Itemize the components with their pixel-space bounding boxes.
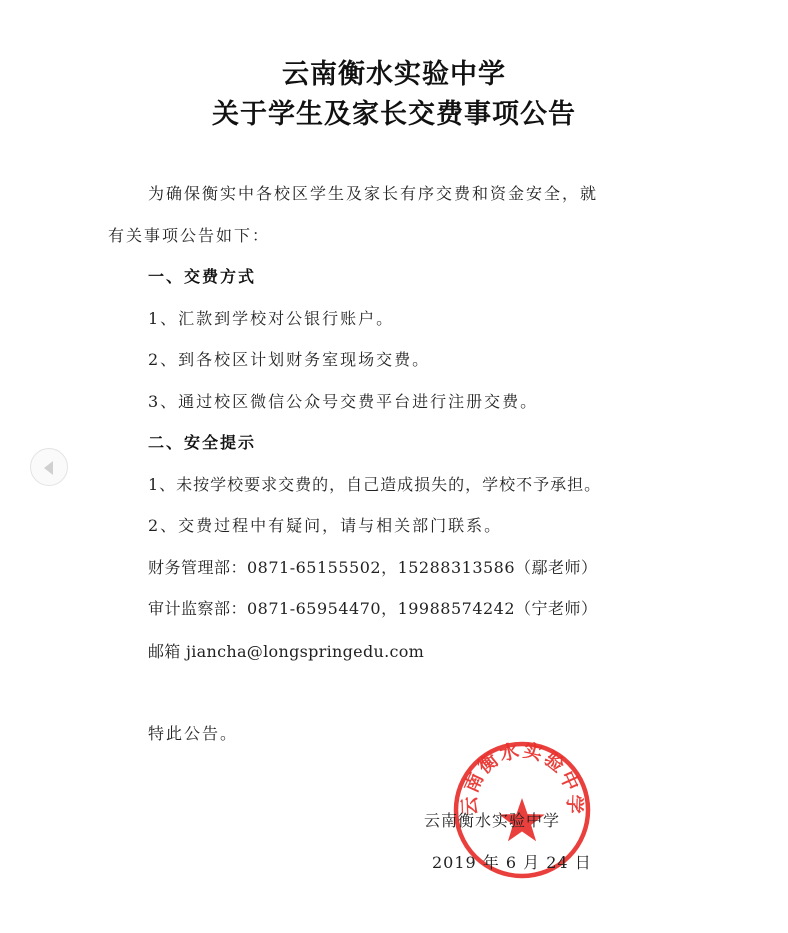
contact-finance: 财务管理部：0871-65155502，15288313586（鄢老师） <box>148 558 598 577</box>
prev-page-button[interactable] <box>30 448 68 486</box>
intro-line-2: 有关事项公告如下： <box>108 226 271 245</box>
payment-item-1: 1、汇款到学校对公银行账户。 <box>148 309 395 328</box>
chevron-left-icon <box>31 449 69 487</box>
intro-line-1: 为确保衡实中各校区学生及家长有序交费和资金安全，就 <box>148 184 599 203</box>
payment-item-3: 3、通过校区微信公众号交费平台进行注册交费。 <box>148 392 539 411</box>
title-line-2: 关于学生及家长交费事项公告 <box>212 99 576 130</box>
contact-email[interactable]: 邮箱 jiancha@longspringedu.com <box>148 642 425 661</box>
safety-item-2: 2、交费过程中有疑问，请与相关部门联系。 <box>148 516 503 535</box>
title-line-1: 云南衡水实验中学 <box>282 59 506 90</box>
contact-audit: 审计监察部：0871-65954470，19988574242（宁老师） <box>148 599 598 618</box>
signature-date: 2019 年 6 月 24 日 <box>432 853 592 872</box>
section-heading-safety: 二、安全提示 <box>148 433 257 452</box>
seal-text: 云南衡水实验中学 <box>458 740 586 816</box>
closing-text: 特此公告。 <box>148 724 239 743</box>
signature-org: 云南衡水实验中学 <box>424 811 561 830</box>
section-heading-payment: 一、交费方式 <box>148 267 257 286</box>
safety-item-1: 1、未按学校要求交费的，自己造成损失的，学校不予承担。 <box>148 475 602 494</box>
payment-item-2: 2、到各校区计划财务室现场交费。 <box>148 350 431 369</box>
